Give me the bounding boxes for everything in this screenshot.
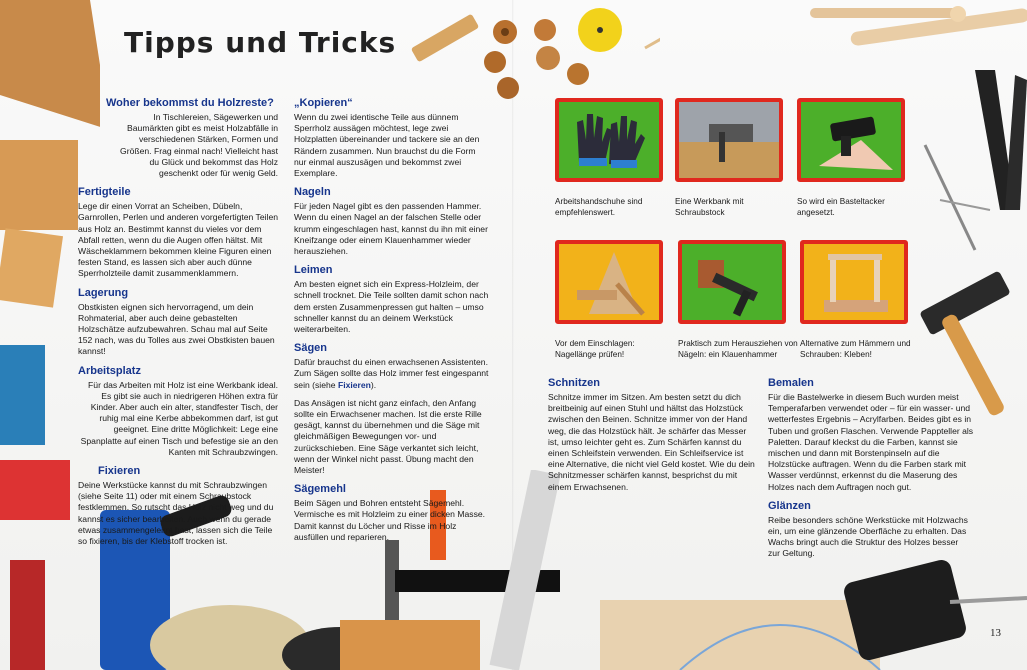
section-heading: Woher bekommst du Holzreste? bbox=[106, 97, 274, 109]
wood-discs-top-decoration bbox=[400, 0, 660, 100]
section-text: Lege dir einen Vorrat an Scheiben, Dübeln, Garnrollen, Perlen und anderen vorgefertigten Teilen aus Holz an. Bestimmt kannst du vieles vor dem Abfall retten, wenn du die Augen offen hältst. Mit Wäscheklammern bekommen kleine Figuren einen festen Stand, es lassen sich aber auch dünne Sperrholzteile damit zusammenklammern. bbox=[78, 201, 279, 279]
section-text: Für jeden Nagel gibt es den passenden Hammer. Wenn du einen Nagel an der falschen Stelle oder krumm eingeschlagen hast, kannst du ihn mit einer Kneifzange oder einem Klauenhammer wieder herausziehen. bbox=[294, 201, 488, 257]
section-text: Für das Arbeiten mit Holz ist eine Werkbank ideal. Es gibt sie auch in niedrigeren Höhen extra für Kinder. Aber auch ein alter, standfester Tisch, der ruhig mal eine Kerbe abbekommen darf, ist gut geeignet. Eine dritte Möglichkeit: Lege eine Spanplatte auf einen Tisch und befestige sie an den Kanten mit Schraubzwingen. bbox=[80, 379, 278, 457]
section-text: Das Ansägen ist nicht ganz einfach, den Anfang sollte ein Erwachsener machen. Ist die erste Rille gesägt, kannst du übernehmen und die Säge mit gleichmäßigen Bewegungen vor- und zurückschieben. Eine Säge verkantet sich leicht, wenn der Winkel nicht passt. Übung macht den Meister! bbox=[294, 397, 482, 476]
section-heading: Bemalen bbox=[768, 377, 814, 389]
section-text-part: ). bbox=[370, 379, 377, 390]
page-number: 13 bbox=[990, 627, 1001, 639]
section-text: Obstkisten eignen sich hervorragend, um dein Rohmaterial, aber auch deine gebastelten Holzschätze aufzubewahren. Schau mal auf Seite 152 nach, was du Tolles aus zwei Obstkisten bauen kannst! bbox=[78, 301, 275, 357]
photo-claw-hammer bbox=[678, 240, 786, 324]
section-heading: Lagerung bbox=[78, 286, 129, 299]
section-heading: Leimen bbox=[294, 264, 333, 277]
photo-workbench bbox=[675, 98, 783, 182]
photo-caption: Alternative zum Hämmern und Schrauben: Kleben! bbox=[800, 339, 911, 359]
photo-stapler bbox=[797, 98, 905, 182]
photo-caption: Praktisch zum Herausziehen von Nägeln: ein Klauenhammer bbox=[678, 339, 798, 359]
page-title: Tipps und Tricks bbox=[124, 26, 397, 59]
section-text: Beim Sägen und Bohren entsteht Sägemehl. Vermische es mit Holzleim zu einer dicken Masse. Damit kannst du Löcher und Risse im Holz ausfüllen und reparieren. bbox=[294, 498, 486, 542]
section-heading: Sägen bbox=[294, 342, 328, 355]
photo-caption: Vor dem Einschlagen: Nagellänge prüfen! bbox=[555, 339, 635, 359]
section-heading: Nageln bbox=[294, 186, 331, 199]
right-column-right bbox=[768, 377, 982, 567]
photo-nail-length bbox=[555, 240, 663, 324]
right-column-left bbox=[548, 377, 756, 500]
section-text: Deine Werkstücke kannst du mit Schraubzwingen (siehe Seite 11) oder mit einem Schraubstock festklemmen. So rutscht das Holz nicht weg und du kannst es sicher bearbeiten. Auch wenn du gerade etwas zusammengeleimt hast, lassen sich die Teile so fixieren, bis der Klebstoff trocken ist. bbox=[78, 480, 274, 547]
photo-caption: Arbeitshandschuhe sind empfehlenswert. bbox=[555, 197, 643, 217]
section-text: Für die Bastelwerke in diesem Buch wurden meist Temperafarben verwendet oder – für ein wasser- und wetterfestes Ergebnis – Acrylfarben. Beides gibt es in Tuben und großen Flaschen. Verwende Pappteller als Paletten. Darauf kleckst du die Farben, kannst sie mischen und dann mit Borstenpinseln auf die Holzstücke auftragen. Wenn du die Farben stark mit Wasser verdünnst, erkennst du die Maserung des Holzes nach dem Auftragen noch gut. bbox=[768, 392, 974, 492]
section-heading: Fertigteile bbox=[78, 186, 131, 199]
section-heading: Arbeitsplatz bbox=[78, 364, 141, 377]
section-text bbox=[294, 357, 490, 391]
section-heading: Glänzen bbox=[768, 499, 811, 512]
left-column bbox=[78, 97, 278, 554]
section-text: Wenn du zwei identische Teile aus dünnem Sperrholz aussägen möchtest, lege zwei Holzplatten übereinander und tackere sie an den Rändern zusammen. Nun brauchst du die Form nur einmal auszusägen und bekommst zwei Exemplare. bbox=[294, 112, 480, 179]
section-heading: „Kopieren“ bbox=[294, 97, 353, 109]
photo-caption: So wird ein Basteltacker angesetzt. bbox=[797, 197, 885, 217]
section-text: Am besten eignet sich ein Express-Holzleim, der schnell trocknet. Die Teile sollten damit schon nach dem ersten Zusammenpressen gut halten – umso schneller kannst du an deinem Werkstück weiterarbeiten. bbox=[294, 279, 489, 335]
photo-glue-stool bbox=[800, 240, 908, 324]
section-heading: Schnitzen bbox=[548, 377, 600, 389]
section-heading: Fixieren bbox=[98, 465, 141, 478]
middle-column bbox=[294, 97, 490, 550]
section-heading: Sägemehl bbox=[294, 483, 346, 496]
section-text-part: Dafür brauchst du einen erwachsenen Assistenten. Zum Sägen sollte das Holz immer fest eingespannt sein (siehe bbox=[294, 357, 489, 390]
cross-reference-link[interactable]: Fixieren bbox=[337, 379, 371, 390]
photo-caption: Eine Werkbank mit Schraubstock bbox=[675, 197, 744, 217]
section-text: Reibe besonders schöne Werkstücke mit Holzwachs ein, um eine glänzende Oberfläche zu erhalten. Das Wachs bringt auch die Struktur des Holzes besser zur Geltung. bbox=[768, 514, 968, 559]
section-text: Schnitze immer im Sitzen. Am besten setzt du dich breitbeinig auf einen Stuhl und hältst das Holzstück zwischen den Beinen. Schnitze immer von der Hand weg, die das Holzstück hält. Je schärfer das Messer ist, umso leichter geht es. Zum Schärfen kannst du einen Schleifstein verwenden. Ein Schleifservice ist eine Alternative, die nicht viel Geld kostet. Wie du dein Schnitzmesser schärfen kannst, besprichst du mit einem Erwachsenen. bbox=[548, 392, 755, 492]
section-text: In Tischlereien, Sägewerken und Baumärkten gibt es meist Holzabfälle in verschiedenen Stärken, Formen und Größen. Frag einmal nach! Vielleicht hast du Glück und bekommst das Holz geschenkt oder für wenig Geld. bbox=[120, 112, 278, 179]
photo-gloves bbox=[555, 98, 663, 182]
plane-tool-bottom-right-decoration bbox=[600, 560, 1027, 670]
